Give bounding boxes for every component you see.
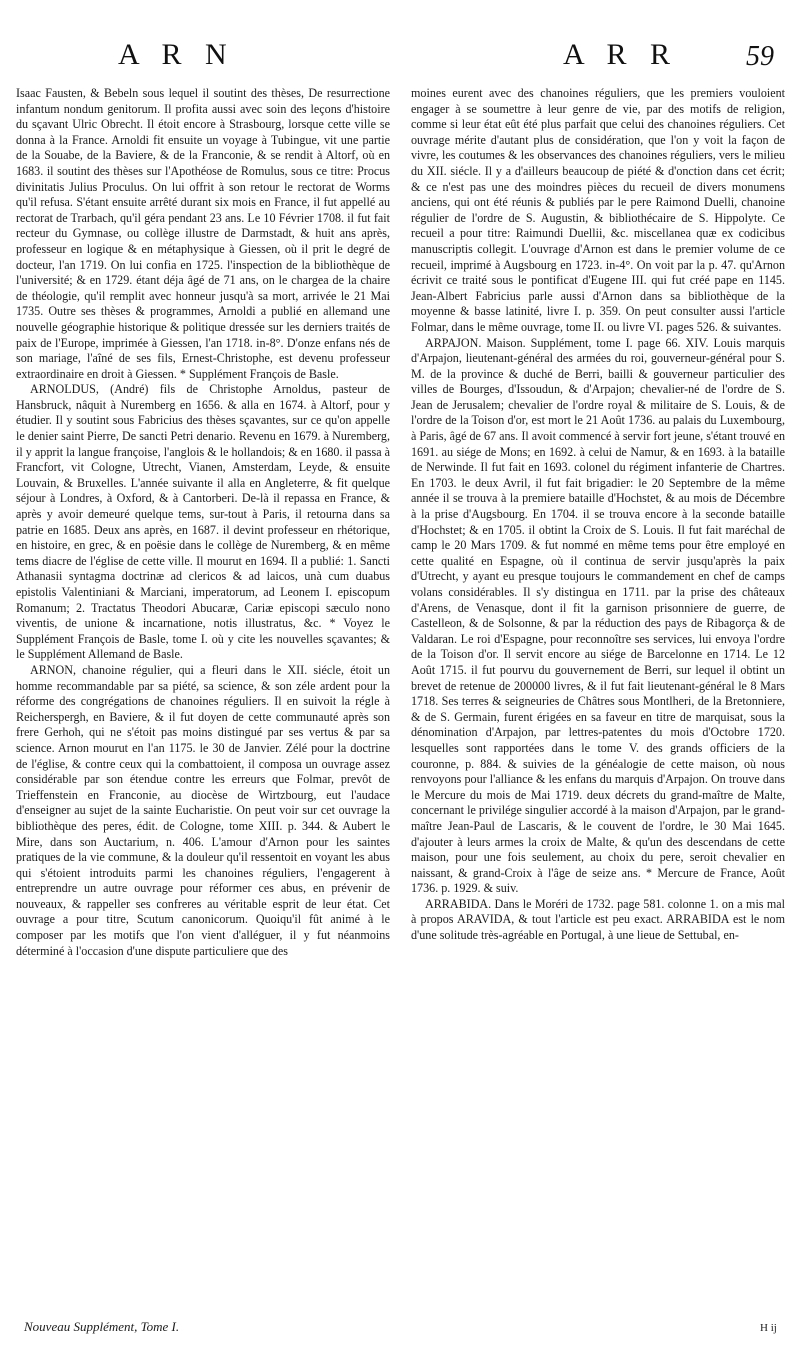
footer-signature: H ij [760,1322,777,1334]
paragraph-arnoldus: ARNOLDUS, (André) fils de Christophe Arnoldus, pasteur de Hansbruck, nâquit à Nuremberg en 1656. & alla en 1674. à Altorf, pour y étudier. Il y soutint sous Fabricius des thèses sçavantes, sur ce qu'on appelle le denier saint Pierre, De sancti Petri denario. Revenu en 1679. à Nuremberg, il y apprit la langue françoise, l'anglois & le hollandois; & en 1680. il passa à Francfort, vit Cologne, Utrecht, Vianen, Amsterdam, Leyde, & ensuite Louvain, & Bruxelles. L'année suivante il alla en Angleterre, & fit quelque séjour à Londres, à Oxford, & à Cantorberi. De-là il repassa en France, & après y avoir demeuré quelque tems, sur-tout à Paris, il retourna dans sa patrie en 1685. Deux ans après, en 1687. il devint professeur en rhétorique, en histoire, en grec, & en poësie dans le collège de Nuremberg, & en même tems diacre de l'église de cette ville. Il mourut en 1694. Il a publié: 1. Sancti Athanasii syntagma doctrinæ ad clericos & ad laicos, unà cum duabus epistolis Valentiniani & Marciani, imperatorum, ad Leonem I. episcopum Romanum; 2. Tractatus Theodori Abucaræ, Cariæ episcopi sæculo nono viventis, de unione & incarnatione, notis illustratus, &c. * Voyez le Supplément François de Basle, tome I. où y cite les nouvelles sçavantes; & le Supplément Allemand de Basle. [16,382,390,662]
page-number: 59 [746,41,774,72]
paragraph-arpajon: ARPAJON. Maison. Supplément, tome I. page 66. XIV. Louis marquis d'Arpajon, lieutenant-général des armées du roi, gouverneur-général pour S. M. de la province & duché de Berri, bailli & gouverneur particulier des villes de Bourges, d'Issoudun, & d'Arpajon; chevalier-né de l'ordre de S. Jean de Jerusalem; chevalier de l'ordre royal & militaire de S. Louis, & de l'ordre de la Toison d'or, est mort le 21 Août 1736. au palais du Luxembourg, à Paris, âgé de 67 ans. Il avoit commencé à servir fort jeune, s'étant trouvé en 1691. au siége de Mons; en 1692. à celui de Namur, & en 1693. à la bataille de Nerwinde. Il fut fait en 1693. colonel du régiment infanterie de Chartres. En 1703. le deux Avril, il fut fait brigadier: le 20 Septembre de la même année il se trouva à la premiere bataille d'Hochstet, & au mois de Décembre à la prise d'Augsbourg. En 1704. il se trouva encore à la seconde bataille d'Hochstet; & en 1705. il obtint la Croix de S. Louis. Il fut fait maréchal de camp le 20 Mars 1709. & fut nommé en même tems pour être employé en cette qualité en Espagne, où il continua de servir jusqu'après la paix d'Utrecht, y ayant eu presque toujours le commandement en chef de camps volans considérables. Il s'y distingua en 1711. par la prise des châteaux d'Arens, de Venasque, dont il fit la garnison prisonniere de guerre, de Castelleon, & de Solsonne, & par la réduction des pays de Ribagorça & de Valdaran. Le roi d'Espagne, pour reconnoître ses services, lui envoya l'ordre de la Toison d'or. Il servit encore au siége de Barcelonne en 1714. Le 12 Août 1715. il fut pourvu du gouvernement de Berri, sur lequel il obtint un brevet de retenue de 200000 livres, & il fut fait lieutenant-général le 8 Mars 1718. Ses terres & seigneuries de Châtres sous Montlheri, de la Bretonniere, & de S. Germain, furent érigées en sa faveur en titre de marquisat, sous la dénomination d'Arpajon, par lettres-patentes du mois d'Octobre 1720. lesquelles sont rapportées dans le tome V. des grands officiers de la couronne, p. 884. & suivies de la généalogie de cette maison, où nous renvoyons pour l'alliance & les enfans du marquis d'Arpajon. On trouve dans le Mercure du mois de Mai 1719. deux décrets du grand-maître de Malte, concernant le privilége singulier accordé à la maison d'Arpajon, par le grand-maître Jean-Paul de Lascaris, & le couvent de l'ordre, le 30 Mai 1645. d'ajouter à leurs armes la croix de Malte, & qu'un des descendans de cette maison, pour une fois seulement, au choix du pere, seroit chevalier en naissant, & grand-Croix à l'âge de seize ans. * Mercure de France, Août 1736. p. 1929. & suiv. [411,335,785,896]
paragraph-arnon-continued: moines eurent avec des chanoines réguliers, que les premiers vouloient engager à se soumettre à leur genre de vie, par des motifs de religion, comme si leur état eût été plus parfait que celui des chanoines réguliers. Cet ouvrage mérite d'autant plus de considération, que l'on y voit la façon de vivre, les coutumes & les observances des chanoines réguliers, vers le milieu du XII. siécle. Il y a d'ailleurs beaucoup de piété & d'onction dans cet écrit; & ce n'est pas une des moindres pièces du recueil de divers monumens anciens, qui ont été réunis & publiés par le pere Raimond Duelli, chanoine régulier de l'ordre de S. Augustin, & bibliothécaire de S. Hippolyte. Ce recueil a pour titre: Raimundi Duellii, &c. miscellanea quæ ex codicibus manuscriptis collegit. L'ouvrage d'Arnon est dans le premier volume de ce recueil, imprimé à Augsbourg en 1723. in-4°. On voit par la p. 47. qu'Arnon écrivit ce traité sous le pontificat d'Eugene III. qui fut créé pape en 1145. Jean-Albert Fabricius parle aussi d'Arnon dans sa bibliothèque de la moyenne & basse latinité, livre I. p. 359. On peut consulter aussi l'article Folmar, dans le même ouvrage, tome II. ou livre VI. pages 526. & suivantes. [411,86,785,334]
paragraph-arnon: ARNON, chanoine régulier, qui a fleuri dans le XII. siécle, étoit un homme recommandable par sa piété, sa science, & son zéle ardent pour la réforme des congrégations de chanoines réguliers. Il en suivoit la régle à Reicherspergh, en Baviere, & il fut doyen de cette communauté après son frere Gerhoh, qui ne s'étoit pas moins distingué par ses vertus & par sa science. Arnon mourut en l'an 1175. le 30 de Janvier. Zélé pour la doctrine de l'église, & contre ceux qui la combattoient, il composa un ouvrage assez considérable par son étendue contre les erreurs que Folmar, prevôt de Trieffenstein en Franconie, au diocèse de Wirtzbourg, eut l'audace d'enseigner au sujet de la sainte Eucharistie. On peut voir sur cet ouvrage la bibliothèque des peres, édit. de Cologne, tome XIII. p. 344. & Aubert le Mire, dans son Auctarium, n. 406. L'amour d'Arnon pour les saintes pratiques de la vie commune, & la douleur qu'il ressentoit en voyant les abus qui s'étoient introduits parmi les chanoines réguliers, l'engagerent à entreprendre un autre ouvrage pour réformer ces abus, en prévenir de nouveaux, & rappeller ses confreres au véritable esprit de leur état. Cet ouvrage a pour titre, Scutum canonicorum. Quoiqu'il fût animé à le composer par les motifs que l'on vient d'alléguer, il y fut néanmoins déterminé à l'occasion d'une dispute particuliere que des [16,662,390,958]
right-column [411,86,785,1338]
running-head-right: A R R [563,38,679,71]
running-head-left: A R N [118,38,235,71]
paragraph-arnoldi-continued: Isaac Fausten, & Bebeln sous lequel il soutint des thèses, De resurrectione infantum nondum genitorum. Il profita aussi avec soin des leçons d'histoire du sçavant Ulric Obrecht. Il étoit encore à Strasbourg, lorsque cette ville se donna à la France. Arnoldi fit ensuite un voyage à Tubingue, vit une partie de la Souabe, de la Baviere, & de la Franconie, & se rendit à Altorf, où en 1683. il soutint des thèses sur l'Apothéose de Romulus, sous ce titre: Procus divinitatis Julius Proculus. On lui offrit à son retour le rectorat de Worms qu'il refusa. S'étant ensuite arrêté durant six mois en France, il fut appellé au rectorat de Trarbach, qu'il géra pendant 23 ans. Le 10 Février 1708. il fut fait recteur du Gymnase, ou collège illustre de Darmstadt, & huit ans après, professeur en logique & en métaphysique à Giessen, où il prit le degré de docteur, l'an 1719. On lui confia en 1725. l'inspection de la bibliothèque de l'université; & en 1729. étant déja âgé de 71 ans, on le chargea de la chaire de théologie, qu'il remplit avec honneur jusqu'à sa mort, arrivée le 21 Mai 1735. Outre ses thèses & programmes, Arnoldi a publié en allemand une nouvelle géographie historique & politique dressée sur les derniers traités de paix de l'Europe, imprimée à Giessen, l'an 1718. in-8°. D'onze enfans nés de son mariage, l'aîné de ses fils, Ernest-Christophe, est devenu professeur extraordinaire en droit à Giessen. * Supplément François de Basle. [16,86,390,381]
left-column [16,86,390,1338]
footer-volume-title: Nouveau Supplément, Tome I. [24,1319,180,1334]
paragraph-arrabida: ARRABIDA. Dans le Moréri de 1732. page 581. colonne 1. on a mis mal à propos ARAVIDA, & tout l'article est peu exact. ARRABIDA est le nom d'une solitude très-agréable en Portugal, à une lieue de Settubal, en- [411,896,785,943]
